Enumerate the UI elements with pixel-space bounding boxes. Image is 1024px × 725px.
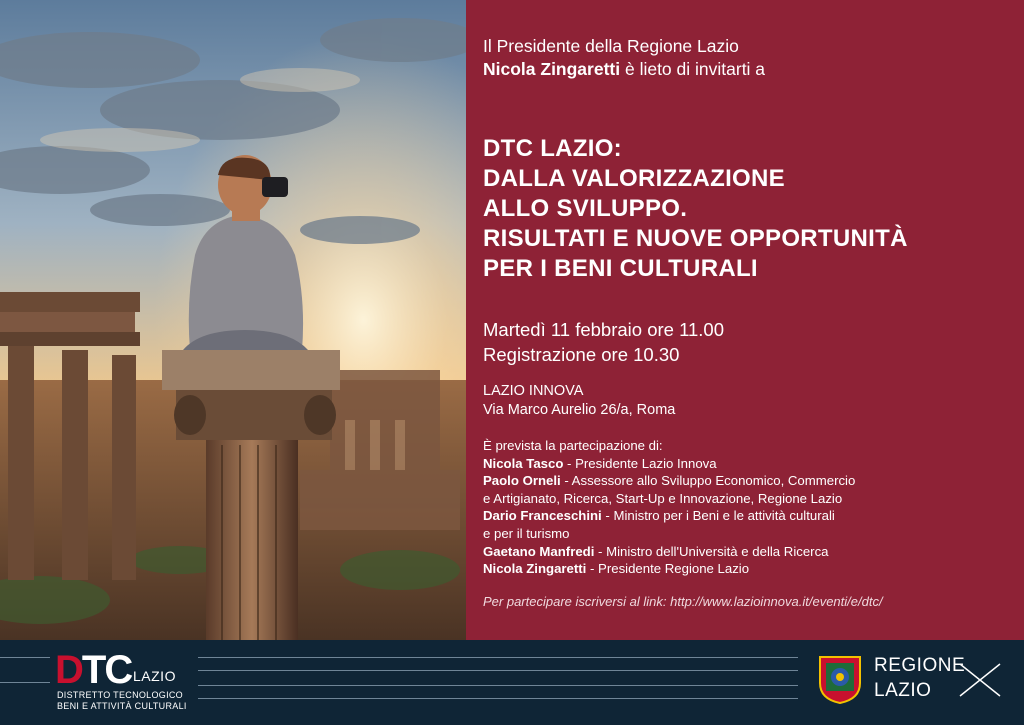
participant-name: Paolo Orneli xyxy=(483,473,561,489)
dtc-logo-subtitle-2: BENI E ATTIVITÀ CULTURALI xyxy=(57,701,187,711)
participant-item xyxy=(483,455,855,473)
roman-forum-vr-illustration xyxy=(0,0,466,640)
participant-role-continued: e Artigianato, Ricerca, Start-Up e Innovazione, Regione Lazio xyxy=(483,490,843,506)
event-schedule xyxy=(483,317,724,367)
hero-photo xyxy=(0,0,466,640)
participant-role: - Presidente Lazio Innova xyxy=(563,455,717,471)
regione-crest-icon xyxy=(818,655,862,705)
footer-divider xyxy=(0,657,50,658)
participant-item xyxy=(483,507,855,525)
footer-divider xyxy=(198,670,798,671)
event-title-line: RISULTATI E NUOVE OPPORTUNITÀ xyxy=(483,225,908,252)
regione-logo-line-2: LAZIO xyxy=(874,680,932,701)
participant-role: - Ministro per i Beni e le attività culturali xyxy=(601,508,835,524)
event-date-time: Martedì 11 febbraio ore 11.00 xyxy=(483,319,724,340)
intro-line-2 xyxy=(483,58,765,81)
host-name: Nicola Zingaretti xyxy=(483,59,621,79)
event-title-line: PER I BENI CULTURALI xyxy=(483,255,758,282)
venue-name: LAZIO INNOVA xyxy=(483,383,584,399)
invitation-intro xyxy=(483,35,765,81)
participant-name: Gaetano Manfredi xyxy=(483,543,595,559)
footer-divider xyxy=(198,698,798,699)
intro-line-2-rest: è lieto di invitarti a xyxy=(620,59,766,79)
participant-name: Nicola Tasco xyxy=(483,455,564,471)
event-venue xyxy=(483,382,675,420)
participant-item xyxy=(483,560,855,578)
event-title-line: DALLA VALORIZZAZIONE xyxy=(483,165,785,192)
invitation-panel xyxy=(466,0,1024,640)
dtc-logo-mark: DTC xyxy=(55,648,132,692)
footer-divider xyxy=(198,657,798,658)
participant-item xyxy=(483,472,855,490)
registration-time: Registrazione ore 10.30 xyxy=(483,344,680,365)
participant-role: - Ministro dell'Università e della Ricerca xyxy=(594,543,829,559)
event-title-line: ALLO SVILUPPO. xyxy=(483,195,688,222)
participant-role: - Assessore allo Sviluppo Economico, Commercio xyxy=(560,473,856,489)
dtc-lazio-logo xyxy=(55,648,195,720)
participant-name: Nicola Zingaretti xyxy=(483,561,587,577)
participant-role: - Presidente Regione Lazio xyxy=(586,561,750,577)
participant-item xyxy=(483,543,855,561)
event-title-line: DTC LAZIO: xyxy=(483,135,622,162)
footer-divider xyxy=(198,685,798,686)
participant-role-continued: e per il turismo xyxy=(483,525,570,541)
regione-logo-line-1: REGIONE xyxy=(874,655,966,676)
regione-lazio-logo xyxy=(818,652,1008,712)
participant-name: Dario Franceschini xyxy=(483,508,602,524)
dtc-logo-lazio: LAZIO xyxy=(133,668,176,684)
participants-heading: È prevista la partecipazione di: xyxy=(483,438,663,453)
registration-link[interactable]: Per partecipare iscriversi al link: http://www.lazioinnova.it/eventi/e/dtc/ xyxy=(483,594,883,609)
venue-address: Via Marco Aurelio 26/a, Roma xyxy=(483,402,676,418)
footer-divider xyxy=(0,682,50,683)
participants-section xyxy=(483,437,855,578)
dtc-logo-subtitle-1: DISTRETTO TECNOLOGICO xyxy=(57,690,183,700)
event-title xyxy=(483,134,908,284)
regione-x-mark-icon xyxy=(958,656,1002,704)
intro-line-1: Il Presidente della Regione Lazio xyxy=(483,36,739,56)
